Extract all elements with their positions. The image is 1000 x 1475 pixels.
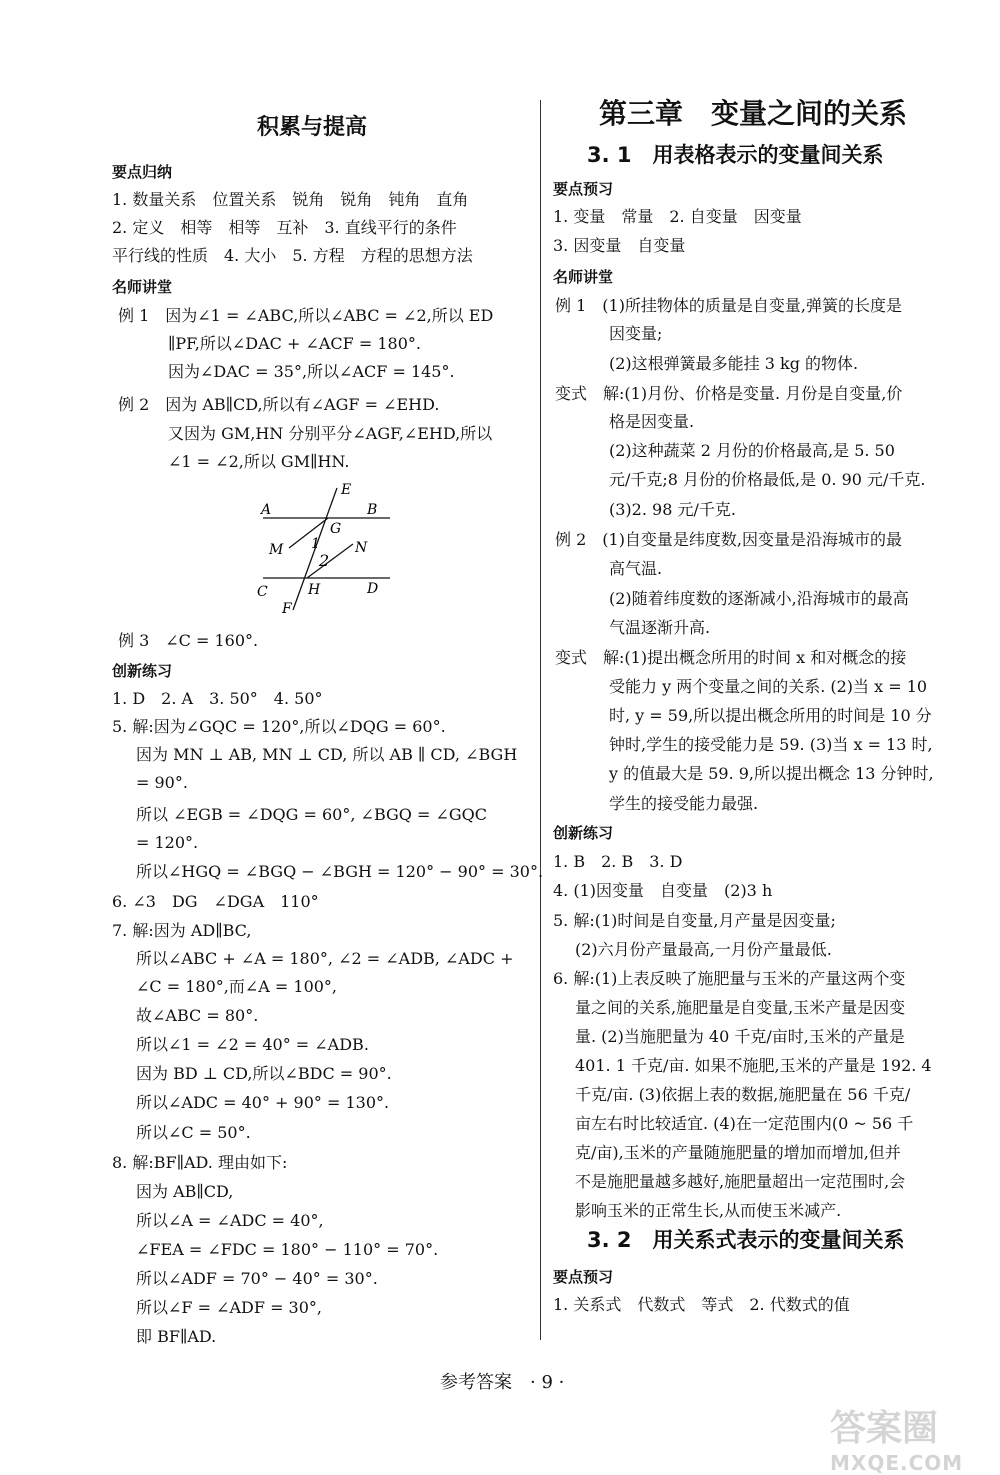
- label-angle-1: 1: [311, 536, 320, 552]
- watermark-url: MXQE.COM: [830, 1451, 964, 1475]
- text-line: 不是施肥量越多越好,施肥量超出一定范围时,会: [575, 1172, 906, 1191]
- label-m: M: [269, 542, 284, 558]
- section-title-accumulation: 积累与提高: [257, 115, 368, 140]
- label-n: N: [355, 540, 368, 556]
- text-line: 量之间的关系,施肥量是自变量,玉米产量是因变: [575, 998, 906, 1017]
- text-line: 例 2 (1)自变量是纬度数,因变量是沿海城市的最: [555, 530, 903, 549]
- section-heading: 创新练习: [553, 824, 614, 842]
- label-g: G: [330, 521, 342, 537]
- text-line: (2)这种蔬菜 2 月份的价格最高,是 5. 50: [609, 441, 895, 460]
- text-line: 5. 解:因为∠GQC = 120°,所以∠DQG = 60°.: [112, 717, 446, 736]
- text-line: 例 2 因为 AB∥CD,所以有∠AGF = ∠EHD.: [118, 395, 440, 414]
- text-line: 1. 关系式 代数式 等式 2. 代数式的值: [553, 1295, 850, 1314]
- text-line: 所以∠F = ∠ADF = 30°,: [136, 1298, 323, 1317]
- label-a: A: [261, 502, 272, 518]
- text-line: 1. D 2. A 3. 50° 4. 50°: [112, 689, 323, 708]
- text-line: 受能力 y 两个变量之间的关系. (2)当 x = 10: [609, 677, 928, 696]
- text-line: 5. 解:(1)时间是自变量,月产量是因变量;: [553, 911, 836, 930]
- text-line: 因为 MN ⊥ AB, MN ⊥ CD, 所以 AB ∥ CD, ∠BGH: [136, 745, 518, 764]
- text-line: 8. 解:BF∥AD. 理由如下:: [112, 1153, 288, 1172]
- text-line: = 90°.: [136, 773, 188, 792]
- text-line: 1. 数量关系 位置关系 锐角 锐角 钝角 直角: [112, 190, 469, 209]
- watermark-text: 答案圈: [830, 1408, 939, 1449]
- text-line: (2)这根弹簧最多能挂 3 kg 的物体.: [609, 354, 859, 373]
- text-line: 6. 解:(1)上表反映了施肥量与玉米的产量这两个变: [553, 969, 906, 988]
- label-f: F: [282, 601, 292, 617]
- text-line: 1. 变量 常量 2. 自变量 因变量: [553, 207, 802, 226]
- column-divider: [540, 100, 541, 1340]
- text-line: y 的值最大是 59. 9,所以提出概念 13 分钟时,: [609, 764, 934, 783]
- text-line: 例 1 因为∠1 = ∠ABC,所以∠ABC = ∠2,所以 ED: [118, 306, 494, 325]
- label-d: D: [367, 581, 379, 597]
- text-line: 3. 因变量 自变量: [553, 236, 686, 255]
- text-line: 7. 解:因为 AD∥BC,: [112, 921, 252, 940]
- label-b: B: [367, 502, 378, 518]
- text-line: 所以∠ADC = 40° + 90° = 130°.: [136, 1093, 390, 1112]
- text-line: 千克/亩. (3)依据上表的数据,施肥量在 56 千克/: [575, 1085, 911, 1104]
- text-line: 401. 1 千克/亩. 如果不施肥,玉米的产量是 192. 4: [575, 1056, 932, 1075]
- text-line: 因为 AB∥CD,: [136, 1182, 234, 1201]
- text-line: = 120°.: [136, 833, 199, 852]
- text-line: 格是因变量.: [609, 412, 695, 431]
- text-line: 例 1 (1)所挂物体的质量是自变量,弹簧的长度是: [555, 296, 903, 315]
- section-heading: 要点预习: [553, 180, 614, 198]
- text-line: (3)2. 98 元/千克.: [609, 500, 736, 519]
- text-line: 量. (2)当施肥量为 40 千克/亩时,玉米的产量是: [575, 1027, 905, 1046]
- text-line: 故∠ABC = 80°.: [136, 1006, 259, 1025]
- parallel-lines-figure: [255, 480, 405, 620]
- label-h: H: [308, 582, 321, 598]
- page-footer: 参考答案 · 9 ·: [440, 1372, 565, 1393]
- text-line: 变式 解:(1)月份、价格是变量. 月份是自变量,价: [555, 384, 903, 403]
- text-line: 所以∠ADF = 70° − 40° = 30°.: [136, 1269, 378, 1288]
- line-gm: [289, 518, 328, 548]
- section-heading: 创新练习: [112, 662, 173, 680]
- text-line: 元/千克;8 月份的价格最低,是 0. 90 元/千克.: [609, 470, 926, 489]
- text-line: 变式 解:(1)提出概念所用的时间 x 和对概念的接: [555, 648, 907, 667]
- watermark-logo: [830, 1400, 963, 1475]
- text-line: ∠FEA = ∠FDC = 180° − 110° = 70°.: [136, 1240, 439, 1259]
- text-line: 即 BF∥AD.: [136, 1327, 217, 1346]
- text-line: 6. ∠3 DG ∠DGA 110°: [112, 892, 319, 911]
- text-line: 时, y = 59,所以提出概念所用的时间是 10 分: [609, 706, 932, 725]
- text-line: 所以∠A = ∠ADC = 40°,: [136, 1211, 324, 1230]
- text-line: 所以∠ABC + ∠A = 180°, ∠2 = ∠ADB, ∠ADC +: [136, 949, 514, 968]
- text-line: 亩左右时比较适宜. (4)在一定范围内(0 ~ 56 千: [575, 1114, 914, 1133]
- text-line: (2)六月份产量最高,一月份产量最低.: [575, 940, 832, 959]
- section-3-1-title: 3. 1 用表格表示的变量间关系: [587, 143, 884, 167]
- text-line: ∥PF,所以∠DAC + ∠ACF = 180°.: [168, 334, 421, 353]
- text-line: 克/亩),玉米的产量随施肥量的增加而增加,但并: [575, 1143, 901, 1162]
- section-heading: 要点预习: [553, 1268, 614, 1286]
- text-line: 高气温.: [609, 559, 663, 578]
- text-line: 1. B 2. B 3. D: [553, 852, 683, 871]
- text-line: 所以 ∠EGB = ∠DQG = 60°, ∠BGQ = ∠GQC: [136, 805, 488, 824]
- chapter-title: 第三章 变量之间的关系: [599, 97, 908, 130]
- text-line: 因为∠DAC = 35°,所以∠ACF = 145°.: [168, 362, 455, 381]
- text-line: 影响玉米的正常生长,从而使玉米减产.: [575, 1201, 842, 1220]
- label-e: E: [341, 482, 352, 498]
- text-line: 气温逐渐升高.: [609, 618, 711, 637]
- text-line: 因变量;: [609, 324, 663, 343]
- text-line: 例 3 ∠C = 160°.: [118, 631, 259, 650]
- section-heading: 要点归纳: [112, 163, 173, 181]
- text-line: 钟时,学生的接受能力是 59. (3)当 x = 13 时,: [609, 735, 933, 754]
- text-line: 平行线的性质 4. 大小 5. 方程 方程的思想方法: [112, 246, 473, 265]
- text-line: ∠1 = ∠2,所以 GM∥HN.: [168, 452, 350, 471]
- section-heading: 名师讲堂: [112, 278, 173, 296]
- label-c: C: [257, 584, 268, 600]
- text-line: 所以∠C = 50°.: [136, 1123, 251, 1142]
- text-line: 又因为 GM,HN 分别平分∠AGF,∠EHD,所以: [168, 424, 493, 443]
- text-line: ∠C = 180°,而∠A = 100°,: [136, 977, 338, 996]
- label-angle-2: 2: [319, 551, 330, 570]
- text-line: 因为 BD ⊥ CD,所以∠BDC = 90°.: [136, 1064, 392, 1083]
- section-heading: 名师讲堂: [553, 268, 614, 286]
- text-line: 4. (1)因变量 自变量 (2)3 h: [553, 881, 773, 900]
- text-line: 所以∠1 = ∠2 = 40° = ∠ADB.: [136, 1035, 369, 1054]
- section-3-2-title: 3. 2 用关系式表示的变量间关系: [587, 1228, 905, 1252]
- text-line: 所以∠HGQ = ∠BGQ − ∠BGH = 120° − 90° = 30°.: [136, 862, 544, 881]
- text-line: 2. 定义 相等 相等 互补 3. 直线平行的条件: [112, 218, 457, 237]
- text-line: 学生的接受能力最强.: [609, 794, 759, 813]
- text-line: (2)随着纬度数的逐渐减小,沿海城市的最高: [609, 589, 909, 608]
